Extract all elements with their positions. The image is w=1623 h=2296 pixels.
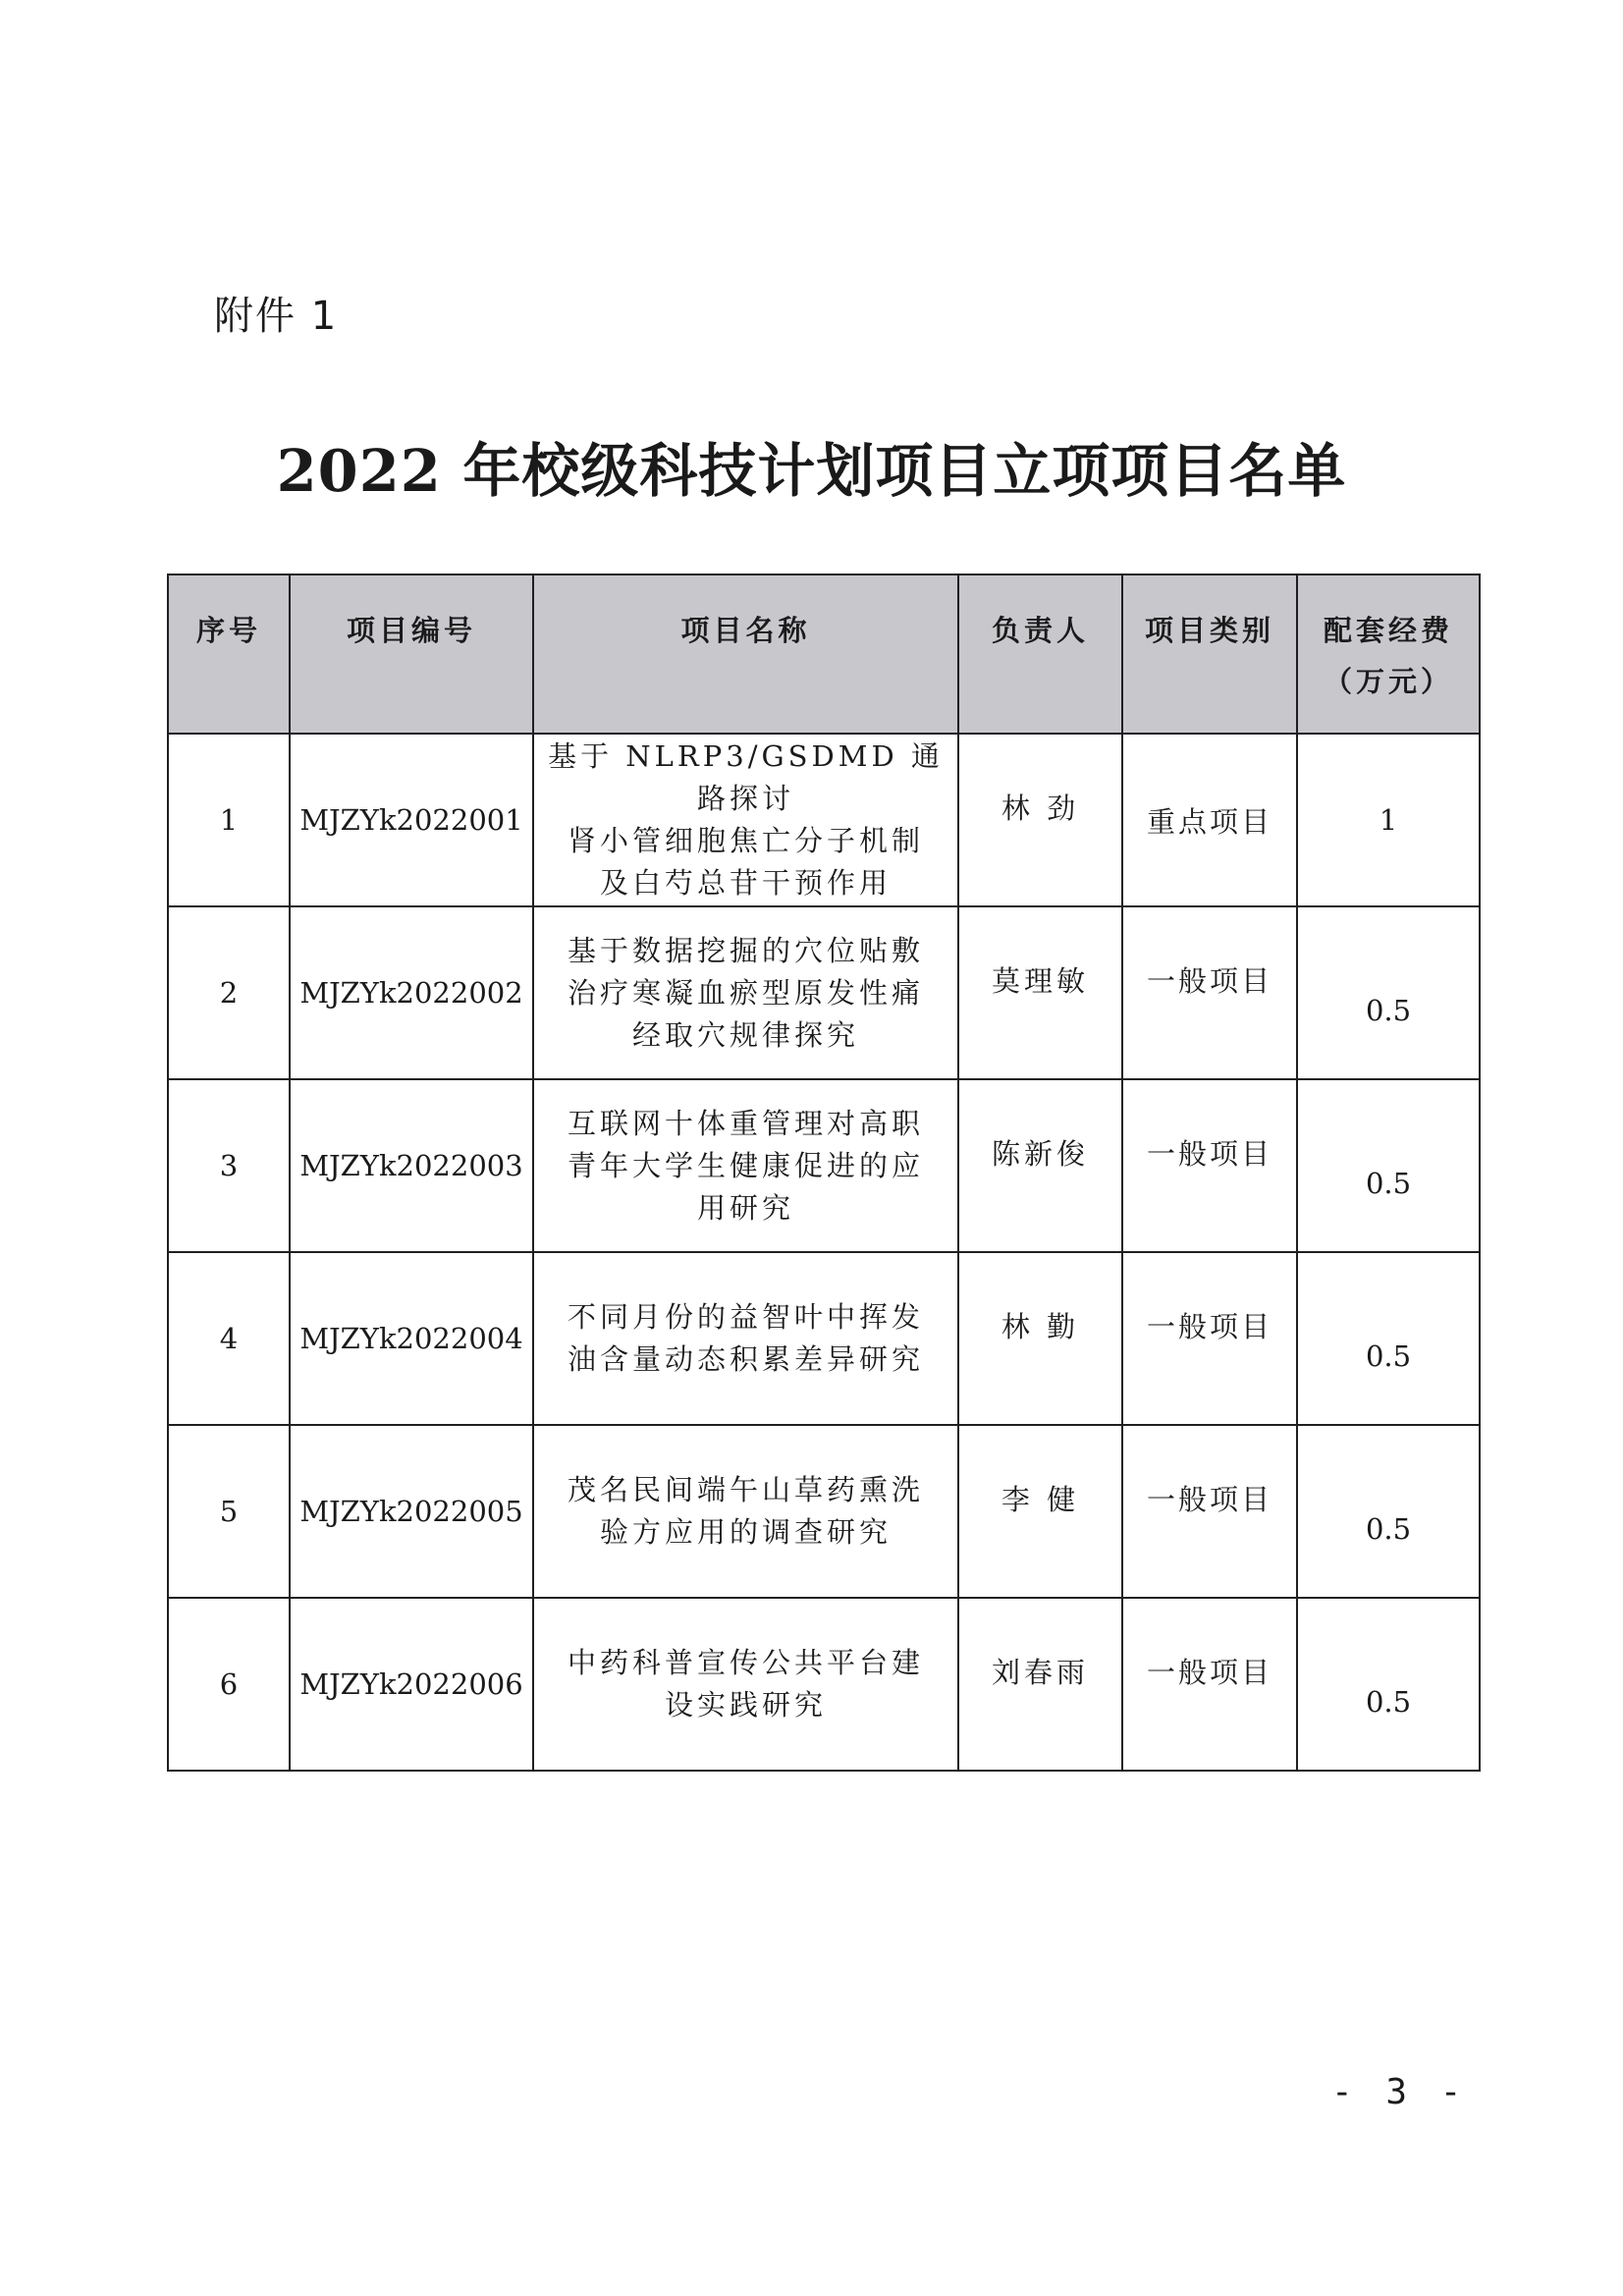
cell-category: 一般项目 <box>1122 1079 1297 1252</box>
cell-name <box>533 1425 958 1598</box>
page-number: - 3 - <box>1331 2072 1468 2112</box>
table-row <box>168 1598 1480 1771</box>
table-row <box>168 1079 1480 1252</box>
cell-leader: 林 勤 <box>958 1252 1122 1425</box>
cell-name <box>533 1252 958 1425</box>
project-list-table <box>167 574 1481 1772</box>
cell-seq: 4 <box>168 1252 290 1425</box>
cell-seq: 2 <box>168 906 290 1079</box>
attachment-label: 附件 1 <box>214 294 339 339</box>
cell-leader: 莫理敏 <box>958 906 1122 1079</box>
cell-fund: 0.5 <box>1297 1425 1480 1598</box>
name-line: 油含量动态积累差异研究 <box>567 1342 924 1376</box>
cell-fund: 0.5 <box>1297 1252 1480 1425</box>
cell-seq: 5 <box>168 1425 290 1598</box>
cell-fund: 0.5 <box>1297 906 1480 1079</box>
name-line: 基于 NLRP3/GSDMD 通路探讨 <box>548 739 944 815</box>
name-line: 设实践研究 <box>664 1688 827 1722</box>
cell-category: 重点项目 <box>1122 734 1297 906</box>
table-row <box>168 1252 1480 1425</box>
cell-fund: 0.5 <box>1297 1598 1480 1771</box>
cell-code: MJZYk2022002 <box>290 906 533 1079</box>
cell-name <box>533 906 958 1079</box>
cell-name <box>533 1598 958 1771</box>
name-line: 不同月份的益智叶中挥发 <box>567 1300 924 1334</box>
cell-category: 一般项目 <box>1122 1252 1297 1425</box>
table-row <box>168 734 1480 906</box>
cell-name <box>533 1079 958 1252</box>
cell-fund: 0.5 <box>1297 1079 1480 1252</box>
cell-leader: 陈新俊 <box>958 1079 1122 1252</box>
table-row <box>168 1425 1480 1598</box>
name-line: 中药科普宣传公共平台建 <box>567 1646 924 1679</box>
table-row <box>168 906 1480 1079</box>
cell-leader: 刘春雨 <box>958 1598 1122 1771</box>
table-header-row <box>168 574 1480 734</box>
cell-code: MJZYk2022003 <box>290 1079 533 1252</box>
cell-category: 一般项目 <box>1122 1598 1297 1771</box>
header-seq: 序号 <box>168 574 290 734</box>
name-line: 肾小管细胞焦亡分子机制 <box>567 824 924 857</box>
cell-code: MJZYk2022001 <box>290 734 533 906</box>
name-line: 茂名民间端午山草药熏洗 <box>567 1473 924 1506</box>
cell-leader: 林 劲 <box>958 734 1122 906</box>
header-fund-line1: 配套经费 <box>1323 614 1453 647</box>
cell-code: MJZYk2022006 <box>290 1598 533 1771</box>
header-fund-line2: （万元） <box>1323 665 1453 699</box>
cell-code: MJZYk2022005 <box>290 1425 533 1598</box>
header-code: 项目编号 <box>290 574 533 734</box>
name-line: 互联网十体重管理对高职 <box>567 1106 924 1140</box>
header-category: 项目类别 <box>1122 574 1297 734</box>
name-line: 基于数据挖掘的穴位贴敷 <box>567 933 924 967</box>
cell-category: 一般项目 <box>1122 1425 1297 1598</box>
cell-leader: 李 健 <box>958 1425 1122 1598</box>
cell-fund: 1 <box>1297 734 1480 906</box>
name-line: 及白芍总苷干预作用 <box>599 866 892 900</box>
cell-seq: 3 <box>168 1079 290 1252</box>
name-line: 验方应用的调查研究 <box>599 1515 892 1549</box>
header-fund <box>1297 574 1480 734</box>
document-title: 2022 年校级科技计划项目立项项目名单 <box>276 437 1347 505</box>
cell-name <box>533 734 958 906</box>
name-line: 用研究 <box>696 1190 794 1225</box>
name-line: 经取穴规律探究 <box>631 1017 859 1052</box>
cell-category: 一般项目 <box>1122 906 1297 1079</box>
name-line: 治疗寒凝血瘀型原发性痛 <box>567 975 924 1010</box>
cell-seq: 6 <box>168 1598 290 1771</box>
header-name: 项目名称 <box>533 574 958 734</box>
cell-code: MJZYk2022004 <box>290 1252 533 1425</box>
cell-seq: 1 <box>168 734 290 906</box>
name-line: 青年大学生健康促进的应 <box>567 1148 924 1182</box>
header-leader: 负责人 <box>958 574 1122 734</box>
